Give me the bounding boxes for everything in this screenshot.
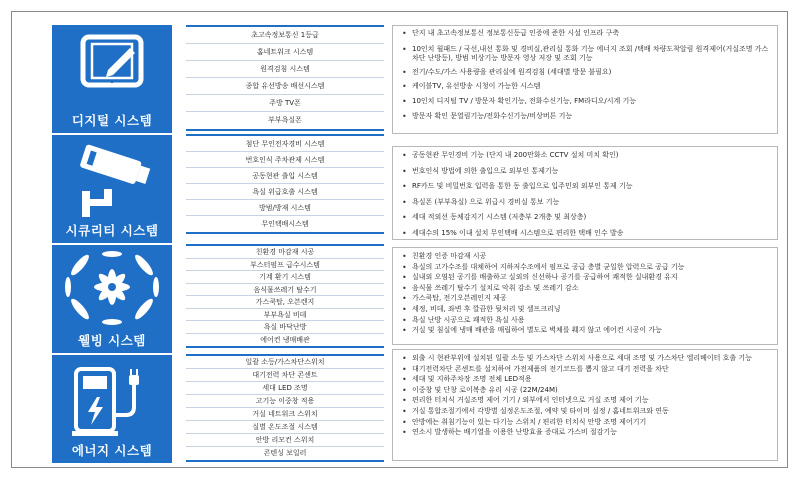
description-item: • 케이블TV, 유선방송 시청이 가능한 시스템 <box>399 82 771 92</box>
security-system-tile <box>52 135 172 243</box>
feature-list <box>186 354 384 462</box>
description-item: • 이중창 및 단창 로이복층 유리 시공 (22M/24M) <box>399 386 771 396</box>
description-item: • 거실 통합조절기에서 각방별 설정온도조절, 예약 및 타이머 설정 / 홈네트워크와 연동 <box>399 407 771 417</box>
list-item: 공동현관 출입 시스템 <box>186 168 384 184</box>
list-item: 친환경 마감재 시공 <box>186 246 384 259</box>
description-box <box>392 349 778 461</box>
section-title: 시큐리티 시스템 <box>65 223 159 238</box>
list-item: 가스쿡탑, 오븐렌지 <box>186 296 384 309</box>
description-item: • 실내외 오염된 공기를 배출하고 실외의 신선하나 공기를 공급하여 쾌적한 실내환경 유지 <box>399 273 771 283</box>
description-item: • 10인치 디지털 TV / 방문자 확인기능, 전화수신기능, FM라디오/시계 기능 <box>399 97 771 107</box>
energy-system-tile <box>52 355 172 463</box>
description-item: • 욕실 난방 시공으로 쾌적한 욕실 사용 <box>399 316 771 326</box>
list-item: 대기전력 차단 콘센트 <box>186 369 384 382</box>
description-item: • 가스쿡탑, 전기오븐레인지 제공 <box>399 294 771 304</box>
feature-list <box>186 134 384 234</box>
description-item: • 욕실폰 (부부욕실) 으로 위급시 경비실 통보 기능 <box>399 198 771 208</box>
list-item: 부부욕실 비데 <box>186 309 384 322</box>
list-item: 안방 리모컨 스위치 <box>186 434 384 447</box>
description-item: • 친환경 인증 마감재 시공 <box>399 252 771 262</box>
description-item: • 음식물 쓰레기 탈수기 설치로 악취 감소 및 쓰레기 감소 <box>399 284 771 294</box>
description-item: • RF카드 및 비밀번호 입력을 통한 동 출입으로 입주민외 외부인 통제 기능 <box>399 182 771 192</box>
feature-list <box>186 25 384 131</box>
description-item: • 연소시 발생하는 배기열을 이용한 난방효율 증대로 가스비 절감기능 <box>399 428 771 438</box>
list-item: 음식물쓰레기 탈수기 <box>186 284 384 297</box>
list-item: 원격검침 시스템 <box>186 61 384 78</box>
description-item: • 공동현관 무인경비 기능 (단지 내 200만화소 CCTV 설치 미치 확인) <box>399 151 771 161</box>
description-item: • 세대수의 15% 이내 설치 무인택배 시스템으로 편리한 택배 인수 발송 <box>399 229 771 239</box>
list-item: 무인택배시스템 <box>261 220 309 228</box>
description-item: • 전기/수도/가스 사용량을 관리실에 원격검침 (세대별 방문 불필요) <box>399 68 771 78</box>
feature-list <box>186 244 384 348</box>
list-item: 콘텐싱 보일러 <box>263 449 307 457</box>
description-item: • 10인치 월패드 / 국선,내선 통화 및 경비실,관리실 통화 기능 에너지 조회 /택배 차량도착알림 원격제어(거실조명 가스차단 난방등), 방범 비상기능 방문자 영상 저장 및 조회 기능 <box>399 45 771 64</box>
description-item: • 단지 내 초고속정보통신 정보통신등급 인증에 준한 시설 인프라 구축 <box>399 29 771 39</box>
description-box <box>392 146 778 240</box>
cctv-camera-icon <box>52 135 172 223</box>
list-item: 번호인식 주차관제 시스템 <box>186 152 384 168</box>
tablet-pen-icon <box>52 25 172 113</box>
description-item: • 번호인식 방법에 의한 출입으로 외부인 통제기능 <box>399 167 771 177</box>
list-item: 고기능 이중창 적용 <box>186 395 384 408</box>
list-item: 욕실 위급호출 시스템 <box>186 184 384 200</box>
list-item: 주방 TV폰 <box>186 95 384 112</box>
description-item: • 대기전력차단 콘센트를 설치하여 가전제품의 전기코드를 뽑지 않고 대기 전력을 차단 <box>399 365 771 375</box>
description-item: • 거실 및 침실에 냉매 배관을 매립하여 별도로 벽체를 훼지 않고 에어컨 시공이 가능 <box>399 326 771 336</box>
section-title: 에너지 시스템 <box>71 443 153 458</box>
description-box <box>392 247 778 345</box>
list-item: 세대 LED 조명 <box>186 382 384 395</box>
list-item: 홈네트워크 시스템 <box>186 44 384 61</box>
list-item: 방범/방재 시스템 <box>186 200 384 216</box>
description-item: • 세대 및 지하주차장 조명 전체 LED적용 <box>399 375 771 385</box>
list-item: 종합 유선방송 배선시스템 <box>186 78 384 95</box>
description-item: • 외출 시 현관부위에 설치된 일괄 소등 및 가스차단 스위치 사용으로 세대 조명 및 가스차단 엘리베이터 호출 기능 <box>399 354 771 364</box>
list-item: 부스터펌프 급수시스템 <box>186 259 384 272</box>
page-frame <box>11 11 788 468</box>
list-item: 실별 온도조절 시스템 <box>186 421 384 434</box>
ev-charger-icon <box>52 355 172 443</box>
description-item: • 세대 적외선 동체감지기 시스템 (저층부 2개층 및 최상층) <box>399 213 771 223</box>
list-item: 기계 환기 시스템 <box>186 271 384 284</box>
wellbeing-system-tile <box>52 245 172 353</box>
digital-system-tile <box>52 25 172 133</box>
description-item: • 방문자 확인 문열림기능/전화수신기능/비상버튼 기능 <box>399 112 771 122</box>
section-title: 디지털 시스템 <box>71 113 153 128</box>
list-item: 에어컨 냉매배관 <box>260 335 310 344</box>
list-item: 초고속정보통신 1등급 <box>186 27 384 44</box>
list-item: 일괄 소등/가스차단스위치 <box>186 356 384 369</box>
description-box <box>392 25 778 134</box>
description-item: • 욕실의 고가수조를 대체하여 지하저수조에서 펌프로 공급 층별 균일한 압력으로 공급 기능 <box>399 263 771 273</box>
description-item: • 세정, 비데, 좌변 후 깔끔한 뒷처리 및 셀프크리닝 <box>399 305 771 315</box>
section-title: 웰빙 시스템 <box>78 333 146 348</box>
description-item: • 안방에는 취침기능이 있는 다기능 스위치 / 편리한 터치식 안방 조명 제어기기 <box>399 418 771 428</box>
list-item: 첨단 무인전자경비 시스템 <box>186 136 384 152</box>
list-item: 부부욕실폰 <box>268 116 302 124</box>
list-item: 욕실 바닥난방 <box>186 321 384 334</box>
list-item: 거실 네트워크 스위치 <box>186 408 384 421</box>
leaf-pattern-icon <box>52 245 172 333</box>
description-item: • 편리한 터치식 거실조명 제어 기기 / 외부에서 인터넷으로 거실 조명 제어 기능 <box>399 396 771 406</box>
